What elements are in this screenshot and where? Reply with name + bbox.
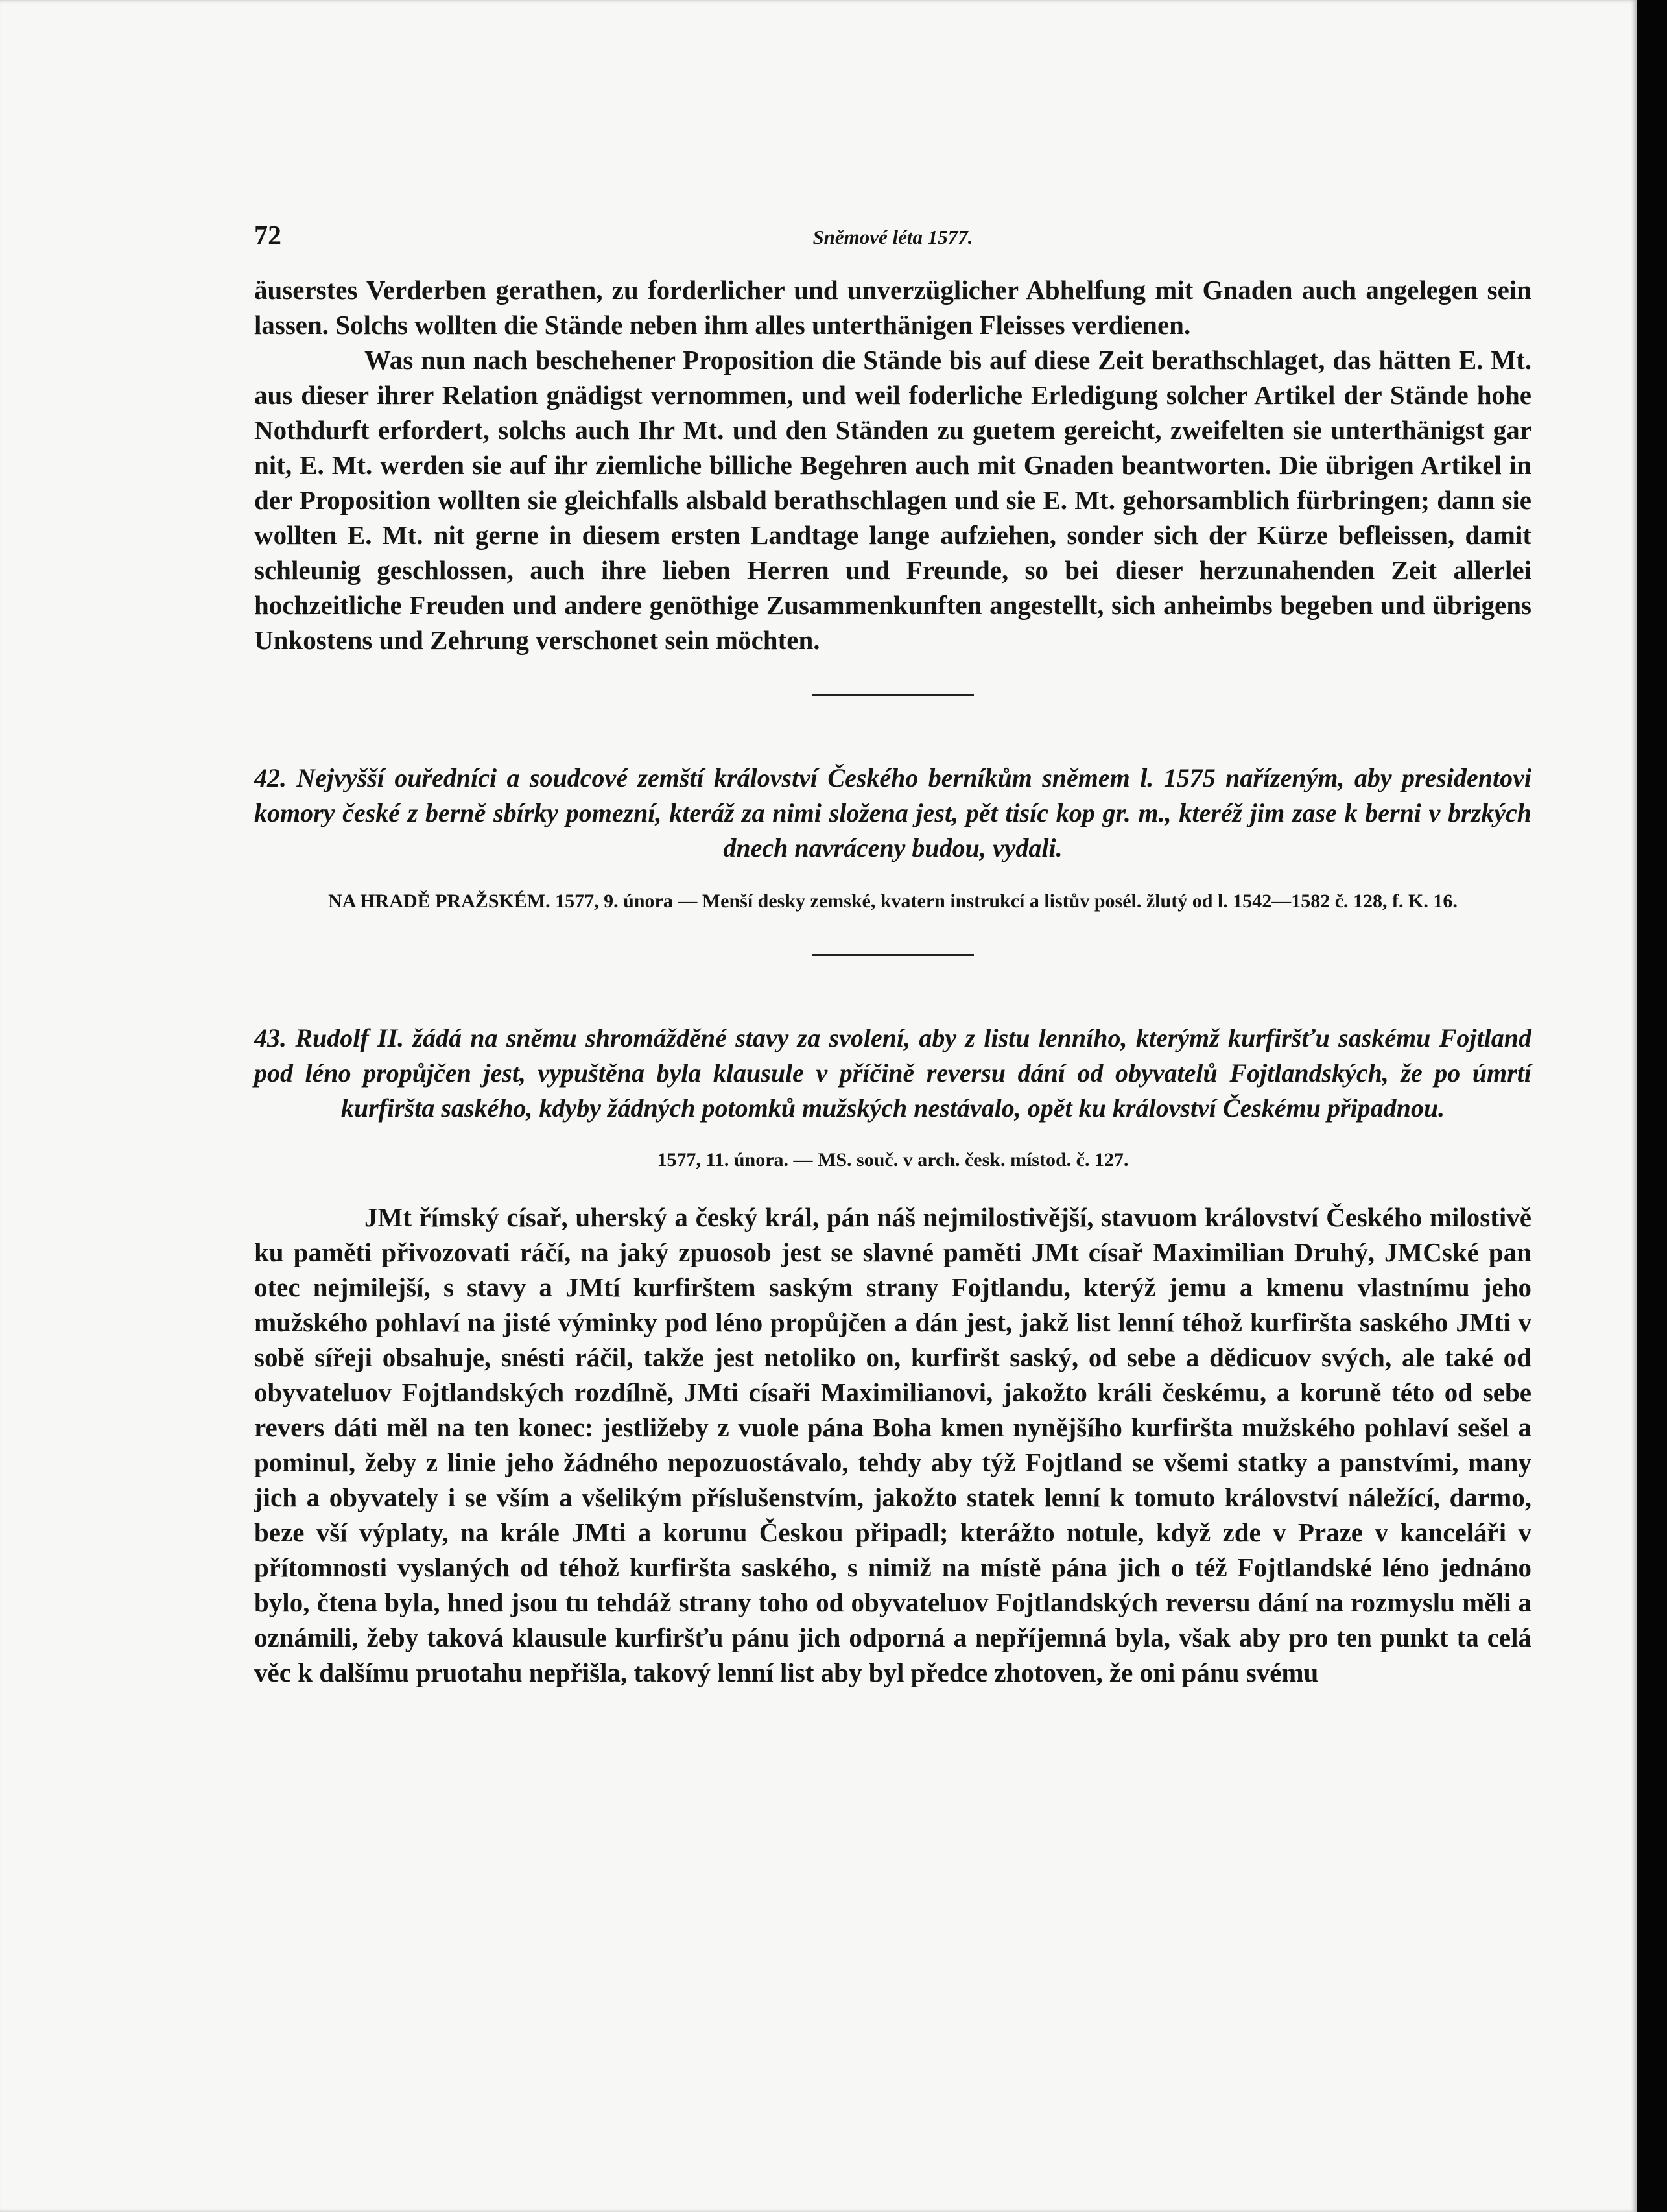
entry-43-number: 43.: [254, 1023, 287, 1052]
entry-43-heading: [254, 1021, 1531, 1126]
section-divider-1: [812, 694, 974, 696]
entry-42-heading: [254, 761, 1531, 866]
page-number: 72: [254, 221, 281, 251]
page-header: [254, 214, 1531, 272]
intro-paragraph-1: äuserstes Verderben gerathen, zu forderlicher und unverzüglicher Abhelfung mit Gnaden auch angelegen sein lassen. Solchs wollten die Stände neben ihm alles unterthänigen Fleisses verdienen.: [254, 275, 1531, 340]
page-content: [254, 214, 1531, 1690]
section-divider-2: [812, 954, 974, 956]
entry-42-heading-text: Nejvyšší ouředníci a soudcové zemští království Českého berníkům sněmem l. 1575 nařízeným, aby presidentovi komory české z berně sbírky pomezní, kteráž za nimi složena jest, pět tisíc kop gr. m., kteréž jim zase k berni v brzkých dnech navráceny budou, vydali.: [254, 763, 1532, 862]
entry-43-heading-text: Rudolf II. žádá na sněmu shromážděné stavy za svolení, aby z listu lenního, kterýmž kurfiršťu saskému Fojtland pod léno propůjčen jest, vypuštěna byla klausule v příčině reversu dání od obyvatelů Fojtlandských, že po úmrtí kurfiršta saského, kdyby žádných potomků mužských nestávalo, opět ku království Českému připadnou.: [254, 1023, 1531, 1123]
scan-border: [1637, 0, 1667, 2212]
entry-43-text: JMt římský císař, uherský a český král, pán náš nejmilostivější, stavuom království Českého milostivě ku paměti přivozovati ráčí, na jaký zpuosob jest se slavné paměti JMt císař Maximilian Druhý, JMCské pan otec nejmilejší, s stavy a JMtí kurfirštem saským strany Fojtlandu, kterýž jemu a kmenu vlastnímu jeho mužského pohlaví na jisté výminky pod léno propůjčen a dán jest, jakž list lenní téhož kurfiršta saského JMti v sobě sířeji obsahuje, snésti ráčil, takže jest netoliko on, kurfiršt saský, od sebe a dědicuov svých, ale také od obyvateluov Fojtlandských rozdílně, JMti císaři Maximilianovi, jakožto králi českému, a koruně této od sebe revers dáti měl na ten konec: jestližeby z vuole pána Boha kmen nynějšího kurfiršta mužského pohlaví sešel a pominul, žeby z linie jeho žádného nepozuostávalo, tehdy aby týž Fojtland se všemi statky a panstvími, many jich a obyvately i se vším a všelikým příslušenstvím, jakožto statek lenní k tomuto království náležící, darmo, beze vší výplaty, na krále JMti a korunu Českou připadl; kterážto notule, když zde v Praze v kanceláři v přítomnosti vyslaných od téhož kurfiršta saského, s nimiž na místě pána jich o též Fojtlandské léno jednáno bylo, čtena byla, hned jsou tu tehdáž strany toho od obyvateluov Fojtlandských reversu dání na rozmyslu měli a oznámili, žeby taková klausule kurfiršťu pánu jich odporná a nepříjemná byla, však aby pro ten punkt ta celá věc k dalšímu pruotahu nepřišla, takový lenní list aby byl předce zhotoven, že oni pánu svému: [254, 1202, 1531, 1687]
entry-42-source: NA HRADĚ PRAŽSKÉM. 1577, 9. února — Menší desky zemské, kvatern instrukcí a listův posél. žlutý od l. 1542—1582 č. 128, f. K. 16.: [328, 890, 1458, 912]
intro-paragraph-2: Was nun nach beschehener Proposition die Stände bis auf diese Zeit berathschlaget, das hätten E. Mt. aus dieser ihrer Relation gnädigst vernommen, und weil foderliche Erledigung solcher Artikel der Stände hohe Nothdurft erfordert, solchs auch Ihr Mt. und den Ständen zu guetem gereicht, zweifelten sie unterthänigst gar nit, E. Mt. werden sie auf ihr ziemliche billiche Begehren auch mit Gnaden beantworten. Die übrigen Artikel in der Proposition wollten sie gleichfalls alsbald berathschlagen und sie E. Mt. gehorsamblich fürbringen; dann sie wollten E. Mt. nit gerne in diesem ersten Landtage lange aufziehen, sonder sich der Kürze befleissen, damit schleunig geschlossen, auch ihre lieben Herren und Freunde, so bei dieser herzunahenden Zeit allerlei hochzeitliche Freuden und andere genöthige Zusammenkunften angestellt, sich anheimbs begeben und übrigens Unkostens und Zehrung verschonet sein möchten.: [254, 345, 1531, 655]
entry-42-number: 42.: [254, 763, 287, 792]
entry-43-source: 1577, 11. února. — MS. souč. v arch. česk. místod. č. 127.: [657, 1149, 1129, 1171]
running-title: Sněmové léta 1577.: [812, 226, 973, 248]
